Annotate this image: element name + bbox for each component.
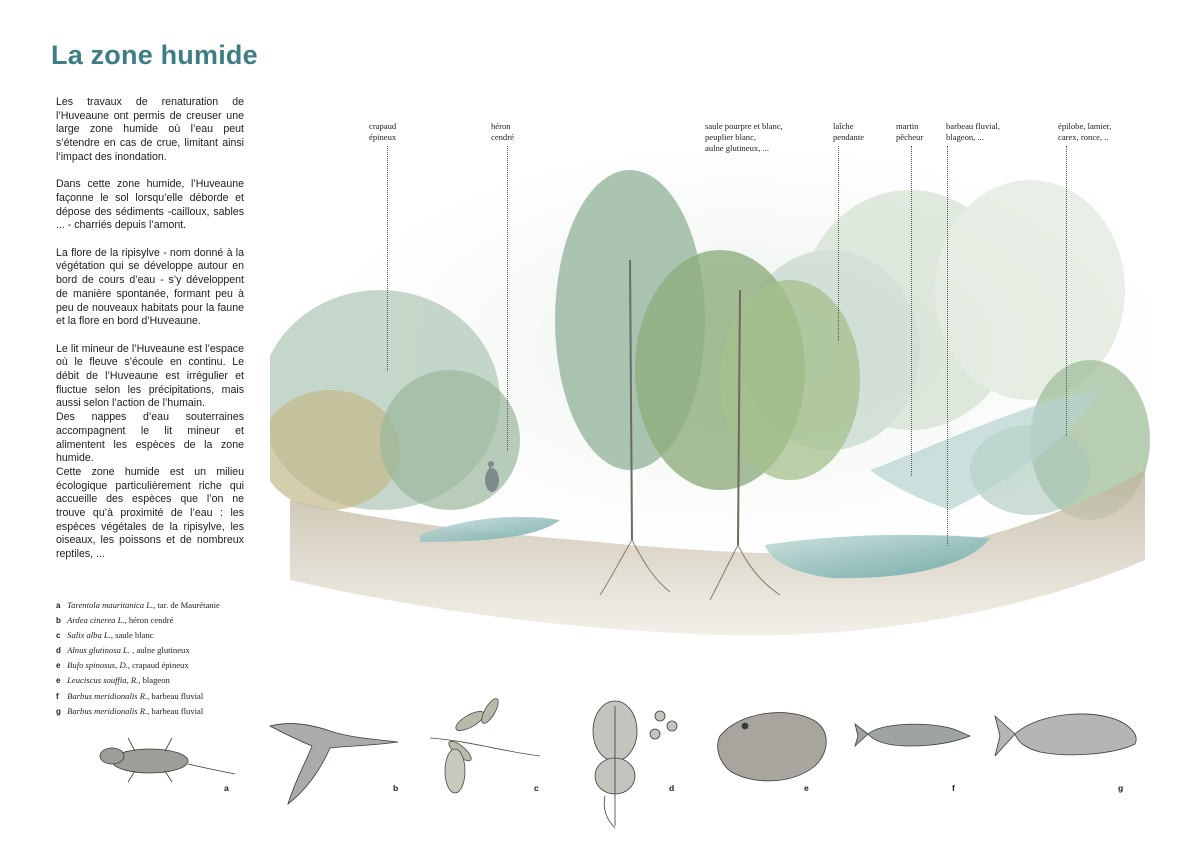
species-letter-e: e bbox=[804, 783, 809, 793]
legend-row: b Ardea cinerea L., héron cendré bbox=[56, 615, 174, 626]
legend-row: e Bufo spinosus, D., crapaud épineux bbox=[56, 660, 189, 671]
page-title: La zone humide bbox=[51, 40, 258, 70]
species-letter-d: d bbox=[669, 783, 675, 793]
callout-barbeau: barbeau fluvial, blageon, ... bbox=[946, 121, 1000, 142]
callout-heron: héron cendré bbox=[491, 121, 514, 142]
leader-line bbox=[947, 146, 948, 546]
species-letter-a: a bbox=[224, 783, 229, 793]
legend-row: d Alnus glutinosa L. , aulne glutineux bbox=[56, 645, 190, 656]
paragraph-renaturation: Les travaux de renaturation de l’Huveaune ont permis de creuser une large zone humide où l’eau peut s’étendre en cas de crue, limitant ainsi l’impact des inondation. bbox=[56, 96, 244, 163]
callout-martin: martin pêcheur bbox=[896, 121, 924, 142]
body-text bbox=[56, 96, 244, 562]
legend-row: e Leuciscus souffia, R., blageon bbox=[56, 675, 170, 686]
callout-epilobe: épilobe, lamier, carex, ronce, .. bbox=[1058, 121, 1112, 142]
species-drawings bbox=[0, 676, 1191, 842]
gecko-drawing bbox=[100, 738, 235, 782]
leader-line bbox=[911, 146, 912, 476]
willow-branch-drawing bbox=[430, 696, 540, 793]
callout-crapaud: crapaud épineux bbox=[369, 121, 397, 142]
small-fish-drawing bbox=[855, 724, 970, 746]
alder-branch-drawing bbox=[593, 701, 677, 828]
paragraph-ripisylve: La flore de la ripisylve - nom donné à la végétation qui se développe autour en bord de cours d’eau - s’y développent de manière spontanée, formant peu à peu de nouveaux habitats pour la faune et la flore en bord d’Huveaune. bbox=[56, 246, 244, 328]
leader-line bbox=[387, 146, 388, 371]
paragraph-milieu: Cette zone humide est un milieu écologique particulièrement riche qui accueille des espèces que l’on ne trouve qu’à proximité de l’eau : les espèces végétales de la ripisylve, les oiseaux, les poissons et de nombreux reptiles, ... bbox=[56, 465, 244, 561]
species-letter-g: g bbox=[1118, 783, 1124, 793]
species-letter-f: f bbox=[952, 783, 955, 793]
legend-row: g Barbus meridionalis R., barbeau fluvial bbox=[56, 705, 204, 716]
paragraph-nappes: Des nappes d’eau souterraines accompagnent le lit mineur et alimentent les espèces de la zone humide. bbox=[56, 411, 244, 465]
leader-line bbox=[838, 146, 839, 341]
callout-saule: saule pourpre et blanc, peuplier blanc, aulne glutineux, ... bbox=[705, 121, 783, 153]
species-letter-c: c bbox=[534, 783, 539, 793]
paragraph-sediments: Dans cette zone humide, l’Huveaune façonne le sol lorsqu’elle déborde et dépose des sédiments -cailloux, sables ... - charriés depuis l’amont. bbox=[56, 178, 244, 232]
leader-line bbox=[1066, 146, 1067, 436]
barbel-drawing bbox=[995, 714, 1136, 756]
leader-line bbox=[507, 146, 508, 451]
paragraph-lit-mineur: Le lit mineur de l’Huveaune est l’espace où le fleuve s’écoule en continu. Le débit de l’Huveaune est irrégulier et fluctue selon les précipitations, mais aussi selon l’action de l’humain. bbox=[56, 342, 244, 410]
legend-row: a Tarentola mauritanica L., tar. de Maurétanie bbox=[56, 600, 220, 610]
callout-laiche: laîche pendante bbox=[833, 121, 865, 142]
species-letter-b: b bbox=[393, 783, 399, 793]
heron-drawing bbox=[270, 724, 398, 804]
wetland-illustration bbox=[270, 140, 1150, 685]
toad-drawing bbox=[718, 713, 827, 781]
legend-row: c Salix alba L., saule blanc bbox=[56, 630, 154, 641]
legend-row: f Barbus meridionalis R., barbeau fluvial bbox=[56, 690, 204, 701]
